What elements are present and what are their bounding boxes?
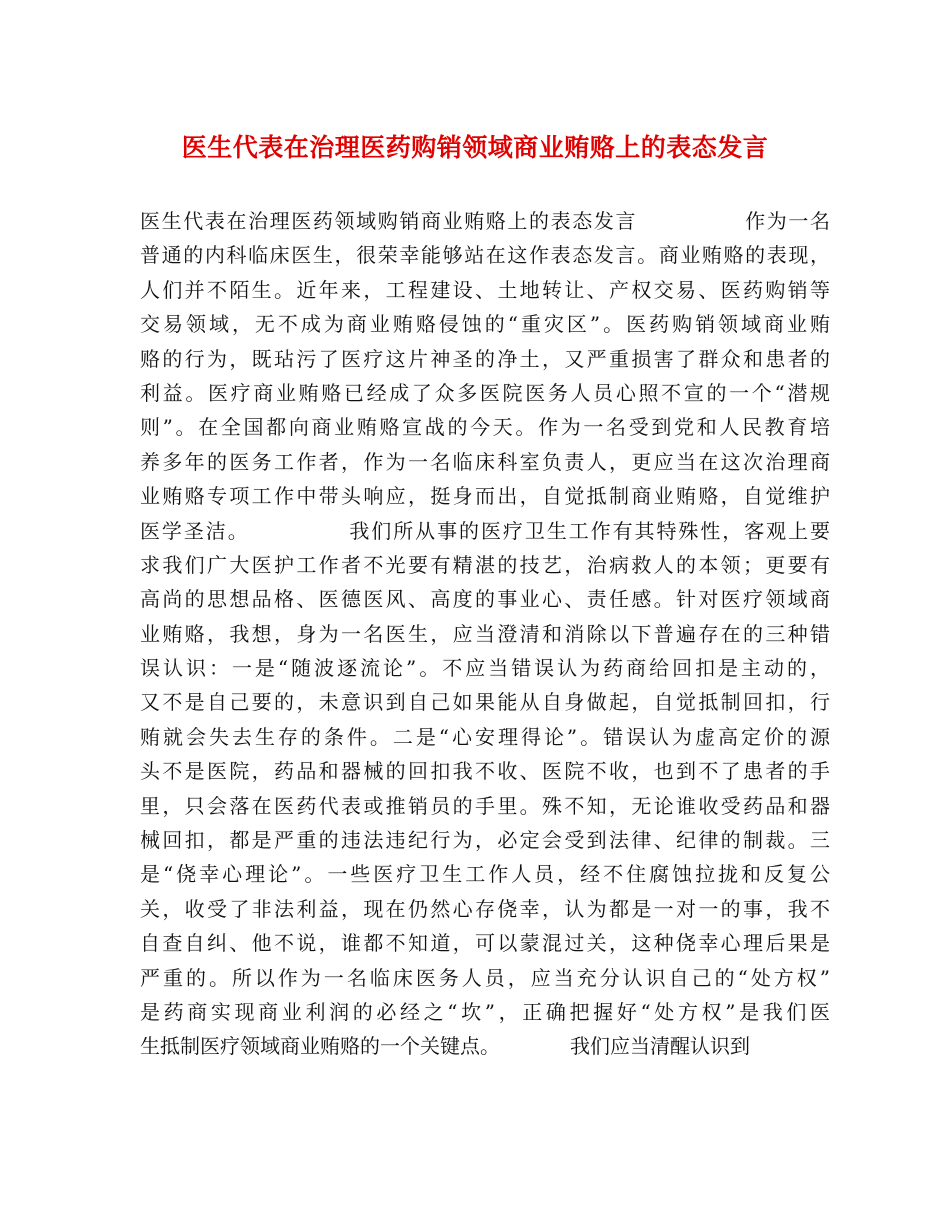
body-line: 普通的内科临床医生，很荣幸能够站在这作表态发言。商业贿赂的表现， bbox=[140, 243, 830, 268]
body-line: 高尚的思想品格、医德医风、高度的事业心、责任感。针对医疗领域商 bbox=[140, 587, 830, 612]
body-line: 医生代表在治理医药领域购销商业贿赂上的表态发言 作为一名 bbox=[140, 209, 830, 233]
body-line: 业贿赂，我想，身为一名医生，应当澄清和消除以下普遍存在的三种错 bbox=[140, 621, 830, 646]
body-line: 交易领域，无不成为商业贿赂侵蚀的“重灾区”。医药购销领域商业贿 bbox=[140, 312, 830, 337]
body-line: 严重的。所以作为一名临床医务人员，应当充分认识自己的“处方权” bbox=[140, 965, 830, 990]
body-line: 误认识：一是“随波逐流论”。不应当错误认为药商给回扣是主动的， bbox=[140, 656, 830, 681]
body-line: 养多年的医务工作者，作为一名临床科室负责人，更应当在这次治理商 bbox=[140, 449, 830, 474]
body-line: 是药商实现商业利润的必经之“坎”，正确把握好“处方权”是我们医 bbox=[140, 999, 830, 1024]
document-title: 医生代表在治理医药购销领域商业贿赂上的表态发言 bbox=[181, 133, 769, 162]
body-line: 又不是自己要的，未意识到自己如果能从自身做起，自觉抵制回扣，行 bbox=[140, 690, 830, 715]
body-line: 医学圣洁。 我们所从事的医疗卫生工作有其特殊性，客观上要 bbox=[140, 518, 830, 543]
body-line: 里，只会落在医药代表或推销员的手里。殊不知，无论谁收受药品和器 bbox=[140, 793, 830, 818]
body-line: 业贿赂专项工作中带头响应，挺身而出，自觉抵制商业贿赂，自觉维护 bbox=[140, 484, 830, 509]
body-line: 贿就会失去生存的条件。二是“心安理得论”。错误认为虚高定价的源 bbox=[140, 724, 830, 749]
document-body bbox=[140, 204, 830, 1064]
body-line: 赂的行为，既玷污了医疗这片神圣的净土，又严重损害了群众和患者的 bbox=[140, 346, 830, 371]
body-line: 则”。在全国都向商业贿赂宣战的今天。作为一名受到党和人民教育培 bbox=[140, 415, 830, 440]
body-line: 械回扣，都是严重的违法违纪行为，必定会受到法律、纪律的制裁。三 bbox=[140, 828, 830, 853]
body-line: 头不是医院，药品和器械的回扣我不收、医院不收，也到不了患者的手 bbox=[140, 759, 830, 784]
body-line: 自查自纠、他不说，谁都不知道，可以蒙混过关，这种侥幸心理后果是 bbox=[140, 931, 830, 956]
body-line: 求我们广大医护工作者不光要有精湛的技艺，治病救人的本领；更要有 bbox=[140, 552, 830, 577]
body-line: 是“侥幸心理论”。一些医疗卫生工作人员，经不住腐蚀拉拢和反复公 bbox=[140, 862, 830, 887]
body-line: 生抵制医疗领域商业贿赂的一个关键点。 我们应当清醒认识到 bbox=[140, 1034, 750, 1059]
body-line: 人们并不陌生。近年来，工程建设、土地转让、产权交易、医药购销等 bbox=[140, 277, 830, 302]
body-line: 关，收受了非法利益，现在仍然心存侥幸，认为都是一对一的事，我不 bbox=[140, 896, 830, 921]
body-line: 利益。医疗商业贿赂已经成了众多医院医务人员心照不宣的一个“潜规 bbox=[140, 380, 830, 405]
